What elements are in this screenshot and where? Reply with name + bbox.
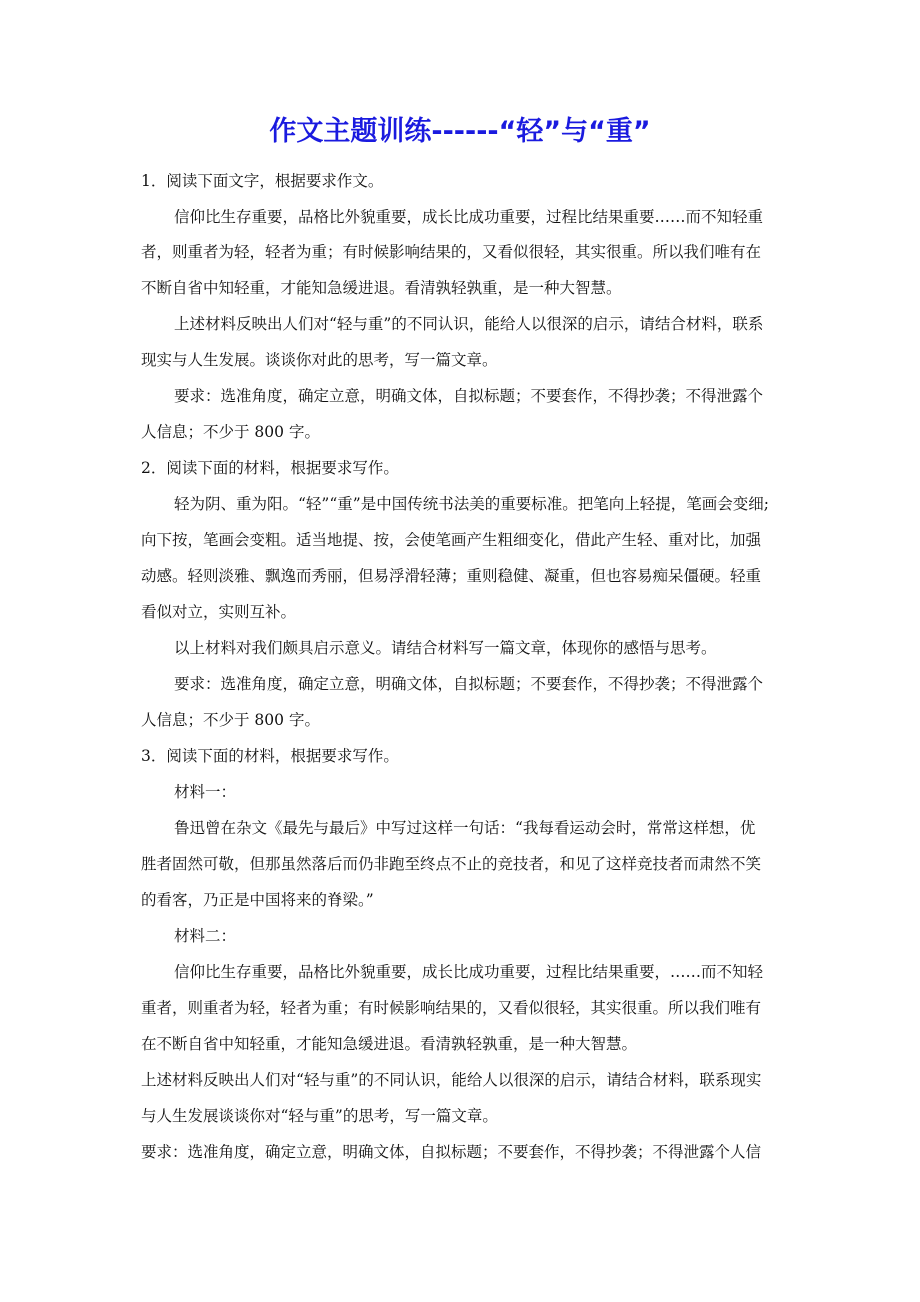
q2-material-line: 看似对立，实则互补。 [141, 603, 297, 621]
q3-task-line: 与人生发展谈谈你对“轻与重”的思考，写一篇文章。 [141, 1107, 498, 1125]
q2-requirement-line: 人信息；不少于 800 字。 [141, 711, 320, 729]
q3-material1-line: 的看客，乃正是中国将来的脊梁。” [141, 891, 374, 909]
q3-material1-line: 胜者固然可敬，但那虽然落后而仍非跑至终点不止的竞技者，和见了这样竞技者而肃然不笑 [141, 855, 762, 873]
q2-requirement-line: 要求：选准角度，确定立意，明确文体，自拟标题；不要套作，不得抄袭；不得泄露个 [174, 675, 764, 693]
q1-task-line: 上述材料反映出人们对“轻与重”的不同认识，能给人以很深的启示，请结合材料，联系 [174, 315, 764, 333]
q2-material-line: 动感。轻则淡雅、飘逸而秀丽，但易浮滑轻薄；重则稳健、凝重，但也容易痴呆僵硬。轻重 [141, 567, 762, 585]
q2-material-line: 轻为阴、重为阳。“轻”“重”是中国传统书法美的重要标准。把笔向上轻提，笔画会变细; [174, 495, 769, 513]
q3-prompt: 3．阅读下面的材料，根据要求写作。 [141, 747, 399, 765]
page-title: 作文主题训练------“轻”与“重” [269, 116, 651, 147]
q3-material2-line: 信仰比生存重要，品格比外貌重要，成长比成功重要，过程比结果重要，……而不知轻 [174, 963, 764, 981]
q3-material1-label: 材料一： [174, 783, 237, 801]
q1-requirement-line: 要求：选准角度，确定立意，明确文体，自拟标题；不要套作，不得抄袭；不得泄露个 [174, 387, 764, 405]
q3-material2-label: 材料二： [174, 927, 237, 945]
q1-material-line: 信仰比生存重要，品格比外貌重要，成长比成功重要，过程比结果重要……而不知轻重 [174, 208, 764, 226]
q2-material-line: 向下按，笔画会变粗。适当地提、按，会使笔画产生粗细变化，借此产生轻、重对比，加强 [141, 531, 762, 549]
q2-prompt: 2．阅读下面的材料，根据要求写作。 [141, 459, 399, 477]
q1-prompt: 1．阅读下面文字，根据要求作文。 [141, 172, 384, 190]
q3-task-line: 上述材料反映出人们对“轻与重”的不同认识，能给人以很深的启示，请结合材料，联系现实 [141, 1071, 762, 1089]
q1-requirement-line: 人信息；不少于 800 字。 [141, 423, 320, 441]
q3-material2-line: 在不断自省中知轻重，才能知急缓进退。看清孰轻孰重，是一种大智慧。 [141, 1035, 638, 1053]
q3-material1-line: 鲁迅曾在杂文《最先与最后》中写过这样一句话：“我每看运动会时，常常这样想，优 [174, 819, 756, 837]
q1-material-line: 者，则重者为轻，轻者为重；有时候影响结果的，又看似很轻，其实很重。所以我们唯有在 [141, 243, 762, 261]
q2-task-line: 以上材料对我们颇具启示意义。请结合材料写一篇文章，体现你的感悟与思考。 [174, 639, 717, 657]
q1-task-line: 现实与人生发展。谈谈你对此的思考，写一篇文章。 [141, 351, 498, 369]
q3-requirement-line: 要求：选准角度，确定立意，明确文体，自拟标题；不要套作，不得抄袭；不得泄露个人信 [141, 1143, 762, 1161]
q1-material-line: 不断自省中知轻重，才能知急缓进退。看清孰轻孰重，是一种大智慧。 [141, 279, 622, 297]
q3-material2-line: 重者，则重者为轻，轻者为重；有时候影响结果的，又看似很轻，其实很重。所以我们唯有 [141, 999, 762, 1017]
